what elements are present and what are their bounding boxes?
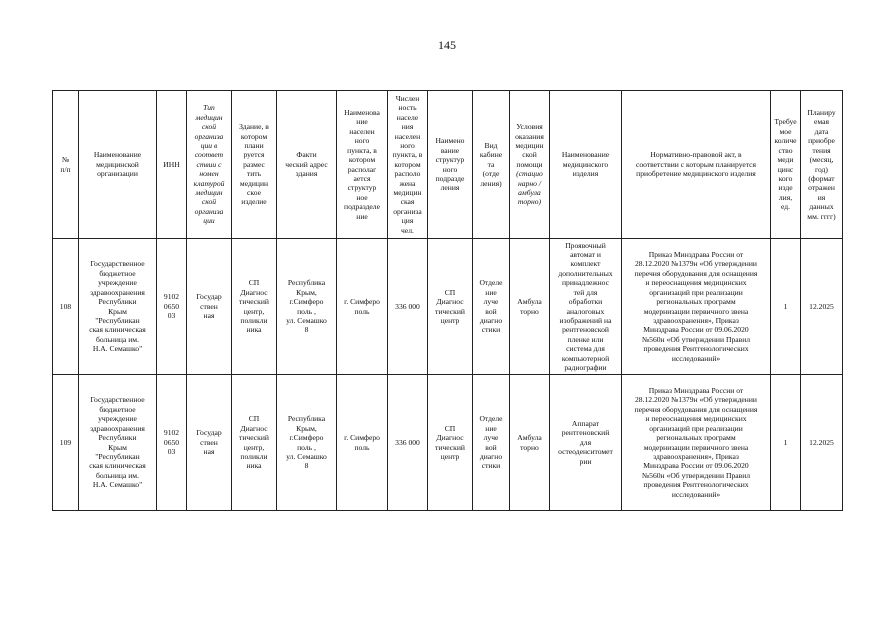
- header-building: Здание, в котором плани руется размес тить медицин ское изделие: [232, 91, 277, 239]
- cell-subdivision: СП Диагнос тический центр: [428, 239, 473, 375]
- cell-legal-act: Приказ Минздрава России от 28.12.2020 №1379н «Об утверждении перечня оборудования для оснащения и переоснащения медицинских организаций при реализации региональных программ модернизации первичного звена здравоохранения», Приказ Минздрава России от 09.06.2020 №560н «Об утверждении Правил проведения Рентгенологических исследований»: [622, 239, 771, 375]
- cell-building: СП Диагнос тический центр, поликли ника: [232, 239, 277, 375]
- cell-planned-date: 12.2025: [801, 239, 843, 375]
- header-quantity: Требуе мое количе ство меди цинс кого изде лия, ед.: [771, 91, 801, 239]
- cell-population: 336 000: [388, 375, 428, 511]
- header-row: [53, 91, 843, 239]
- cell-population: 336 000: [388, 239, 428, 375]
- cell-address: Республика Крым, г.Симферо поль , ул. Семашко 8: [277, 375, 337, 511]
- table-row: [53, 239, 843, 375]
- header-care-conditions: Условия оказания медицин ской помощи (стацио нарно / амбула торно): [510, 91, 550, 239]
- cell-care-conditions: Амбула торно: [510, 239, 550, 375]
- cell-quantity: 1: [771, 375, 801, 511]
- equipment-table: [52, 90, 843, 511]
- cell-row-number: 109: [53, 375, 79, 511]
- cell-care-conditions: Амбула торно: [510, 375, 550, 511]
- cell-inn: 9102 0650 03: [157, 239, 187, 375]
- cell-device-name: Аппарат рентгеновский для остеоденситомет рии: [550, 375, 622, 511]
- page-number: 145: [438, 38, 456, 52]
- header-locality: Наименова ние населен ного пункта, в котором располаг ается структур ное подразделе ние: [337, 91, 388, 239]
- cell-subdivision: СП Диагнос тический центр: [428, 375, 473, 511]
- cell-address: Республика Крым, г.Симферо поль , ул. Семашко 8: [277, 239, 337, 375]
- cell-organization-name: Государственное бюджетное учреждение здравоохранения Республики Крым "Республикан ская клиническая больница им. Н.А. Семашко": [79, 375, 157, 511]
- header-planned-date: Планиру емая дата приобре тения (месяц, год) (формат отражен ия данных мм. гггг): [801, 91, 843, 239]
- cell-organization-name: Государственное бюджетное учреждение здравоохранения Республики Крым "Республикан ская клиническая больница им. Н.А. Семашко": [79, 239, 157, 375]
- header-organization-type: Тип медицин ской организа ции в соответ ствии с номен клатурой медицин ской организа ции: [187, 91, 232, 239]
- cell-planned-date: 12.2025: [801, 375, 843, 511]
- cell-locality: г. Симферо поль: [337, 239, 388, 375]
- header-address: Факти ческий адрес здания: [277, 91, 337, 239]
- cell-quantity: 1: [771, 239, 801, 375]
- header-inn: ИНН: [157, 91, 187, 239]
- cell-legal-act: Приказ Минздрава России от 28.12.2020 №1379н «Об утверждении перечня оборудования для оснащения и переоснащения медицинских организаций при реализации региональных программ модернизации первичного звена здравоохранения», Приказ Минздрава России от 09.06.2020 №560н «Об утверждении Правил проведения Рентгенологических исследований»: [622, 375, 771, 511]
- header-number: № п/п: [53, 91, 79, 239]
- cell-device-name: Проявочный автомат и комплект дополнительных принадлежнос тей для обработки аналоговых изображений на рентгеновской пленке или система для компьютерной радиографии: [550, 239, 622, 375]
- cell-organization-type: Государ ствен ная: [187, 375, 232, 511]
- cell-building: СП Диагнос тический центр, поликли ника: [232, 375, 277, 511]
- header-legal-act: Нормативно-правовой акт, в соответствии с которым планируется приобретение медицинского изделия: [622, 91, 771, 239]
- table-row: [53, 375, 843, 511]
- cell-row-number: 108: [53, 239, 79, 375]
- cell-department-type: Отделе ние луче вой диагно стики: [473, 239, 510, 375]
- header-department-type: Вид кабине та (отде ления): [473, 91, 510, 239]
- header-subdivision: Наимено вание структур ного подразде ления: [428, 91, 473, 239]
- cell-department-type: Отделе ние луче вой диагно стики: [473, 375, 510, 511]
- cell-inn: 9102 0650 03: [157, 375, 187, 511]
- cell-organization-type: Государ ствен ная: [187, 239, 232, 375]
- header-organization-name: Наименование медицинской организации: [79, 91, 157, 239]
- header-population: Числен ность населе ния населен ного пункта, в котором располо жена медицин ская организа ция чел.: [388, 91, 428, 239]
- header-device-name: Наименование медицинского изделия: [550, 91, 622, 239]
- cell-locality: г. Симферо поль: [337, 375, 388, 511]
